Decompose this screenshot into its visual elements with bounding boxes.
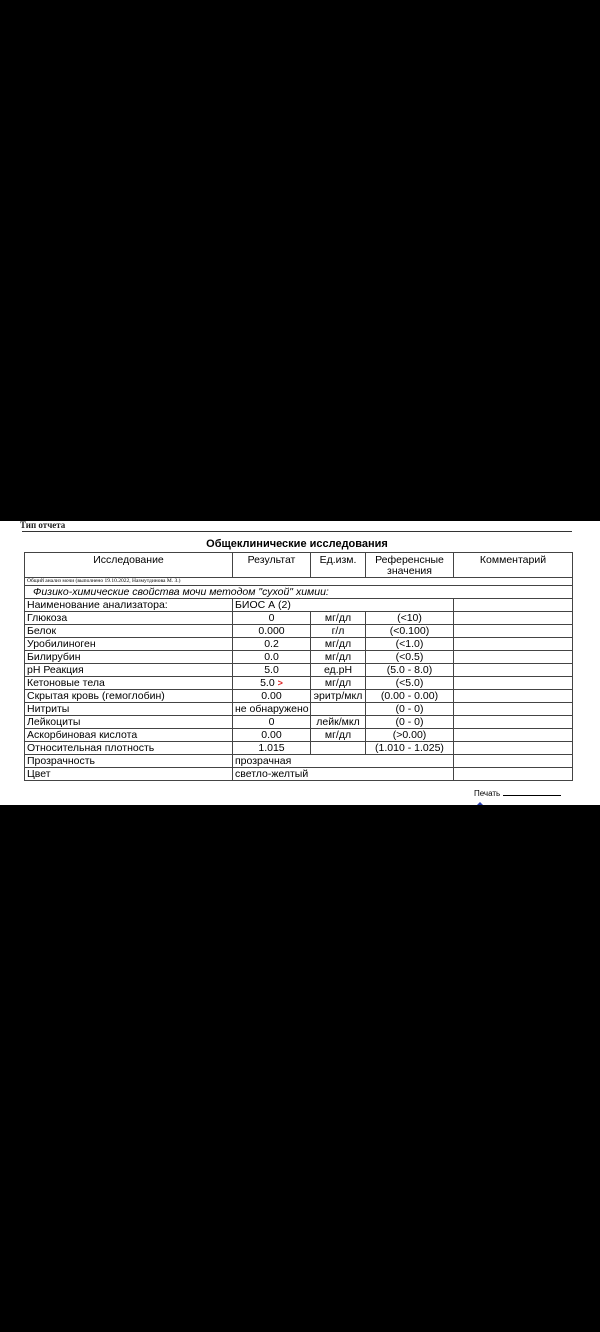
test-unit: эритр/мкл [311, 690, 366, 703]
test-comment [454, 638, 573, 651]
analyzer-comment [454, 599, 573, 612]
test-reference: (0.00 - 0.00) [366, 690, 454, 703]
test-unit: мг/дл [311, 677, 366, 690]
test-reference: (>0.00) [366, 729, 454, 742]
test-name: Прозрачность [25, 755, 233, 768]
test-reference: (5.0 - 8.0) [366, 664, 454, 677]
test-name: Скрытая кровь (гемоглобин) [25, 690, 233, 703]
test-result: светло-желтый [233, 768, 454, 781]
table-row [25, 729, 573, 742]
test-name: Нитриты [25, 703, 233, 716]
test-name: Глюкоза [25, 612, 233, 625]
table-row [25, 690, 573, 703]
analyzer-label: Наименование анализатора: [25, 599, 233, 612]
result-value: 5.0 [260, 677, 275, 689]
test-unit: г/л [311, 625, 366, 638]
report-type-label: Тип отчета [20, 521, 66, 530]
test-name: pH Реакция [25, 664, 233, 677]
test-result [233, 664, 311, 677]
test-name: Белок [25, 625, 233, 638]
test-comment [454, 612, 573, 625]
test-reference: (<1.0) [366, 638, 454, 651]
test-unit: лейк/мкл [311, 716, 366, 729]
test-comment [454, 768, 573, 781]
test-unit: мг/дл [311, 651, 366, 664]
analyzer-value: БИОС А (2) [233, 599, 454, 612]
table-row [25, 755, 573, 768]
section-title: Физико-химические свойства мочи методом "сухой" химии: [25, 586, 573, 599]
test-comment [454, 716, 573, 729]
test-result [233, 677, 311, 690]
table-row [25, 612, 573, 625]
column-header-reference: Референсные значения [366, 553, 454, 578]
table-row [25, 664, 573, 677]
test-name: Лейкоциты [25, 716, 233, 729]
test-reference: (<0.100) [366, 625, 454, 638]
test-reference: (<0.5) [366, 651, 454, 664]
table-header-row [25, 553, 573, 578]
test-reference: (<5.0) [366, 677, 454, 690]
result-value: 0 [268, 612, 275, 624]
test-result [233, 651, 311, 664]
test-unit: мг/дл [311, 638, 366, 651]
column-header-test: Исследование [25, 553, 233, 578]
test-name: Цвет [25, 768, 233, 781]
test-name: Кетоновые тела [25, 677, 233, 690]
result-value: 1.015 [258, 742, 285, 754]
test-unit [311, 703, 366, 716]
test-result [233, 612, 311, 625]
test-result [233, 729, 311, 742]
test-name: Относительная плотность [25, 742, 233, 755]
results-table [24, 552, 573, 781]
report-title: Общеклинические исследования [206, 538, 388, 550]
result-value: 0.2 [264, 638, 279, 650]
test-comment [454, 690, 573, 703]
column-header-result: Результат [233, 553, 311, 578]
table-row [25, 677, 573, 690]
test-result [233, 742, 311, 755]
result-value: 0.00 [261, 690, 282, 702]
test-name: Аскорбиновая кислота [25, 729, 233, 742]
test-comment [454, 703, 573, 716]
result-value: 0.00 [261, 729, 282, 741]
signature-line [503, 795, 561, 796]
report-type-strip [20, 521, 580, 530]
order-note: Общий анализ мочи (выполнено 19.10.2022, Назмутдинова М. З.) [25, 578, 573, 586]
test-reference: (1.010 - 1.025) [366, 742, 454, 755]
result-value: 0.0 [264, 651, 279, 663]
result-value: 5.0 [264, 664, 279, 676]
test-result [233, 690, 311, 703]
test-comment [454, 625, 573, 638]
table-row [25, 638, 573, 651]
table-row [25, 625, 573, 638]
test-reference: (<10) [366, 612, 454, 625]
test-comment [454, 742, 573, 755]
test-comment [454, 755, 573, 768]
table-row [25, 716, 573, 729]
test-unit: мг/дл [311, 612, 366, 625]
test-result [233, 638, 311, 651]
result-value: 0.000 [258, 625, 285, 637]
test-reference: (0 - 0) [366, 703, 454, 716]
table-row [25, 651, 573, 664]
table-row [25, 742, 573, 755]
column-header-unit: Ед.изм. [311, 553, 366, 578]
test-result: прозрачная [233, 755, 454, 768]
test-result [233, 625, 311, 638]
analyzer-row [25, 599, 573, 612]
header-divider [22, 531, 572, 532]
test-reference: (0 - 0) [366, 716, 454, 729]
test-result [233, 716, 311, 729]
result-value: 0 [268, 716, 275, 728]
test-unit [311, 742, 366, 755]
table-row [25, 703, 573, 716]
print-signature [474, 789, 561, 798]
order-note-row [25, 578, 573, 586]
table-row [25, 768, 573, 781]
result-value: не обнаружено [235, 703, 309, 715]
report-document [0, 521, 600, 805]
test-comment [454, 729, 573, 742]
print-label: Печать [474, 789, 501, 798]
test-unit: мг/дл [311, 729, 366, 742]
test-comment [454, 677, 573, 690]
test-result [233, 703, 311, 716]
test-name: Билирубин [25, 651, 233, 664]
test-comment [454, 664, 573, 677]
column-header-comment: Комментарий [454, 553, 573, 578]
abnormal-flag-icon: > [277, 678, 283, 688]
cursor-caret-icon [476, 802, 484, 805]
test-comment [454, 651, 573, 664]
section-row [25, 586, 573, 599]
test-name: Уробилиноген [25, 638, 233, 651]
test-unit: ед.pH [311, 664, 366, 677]
